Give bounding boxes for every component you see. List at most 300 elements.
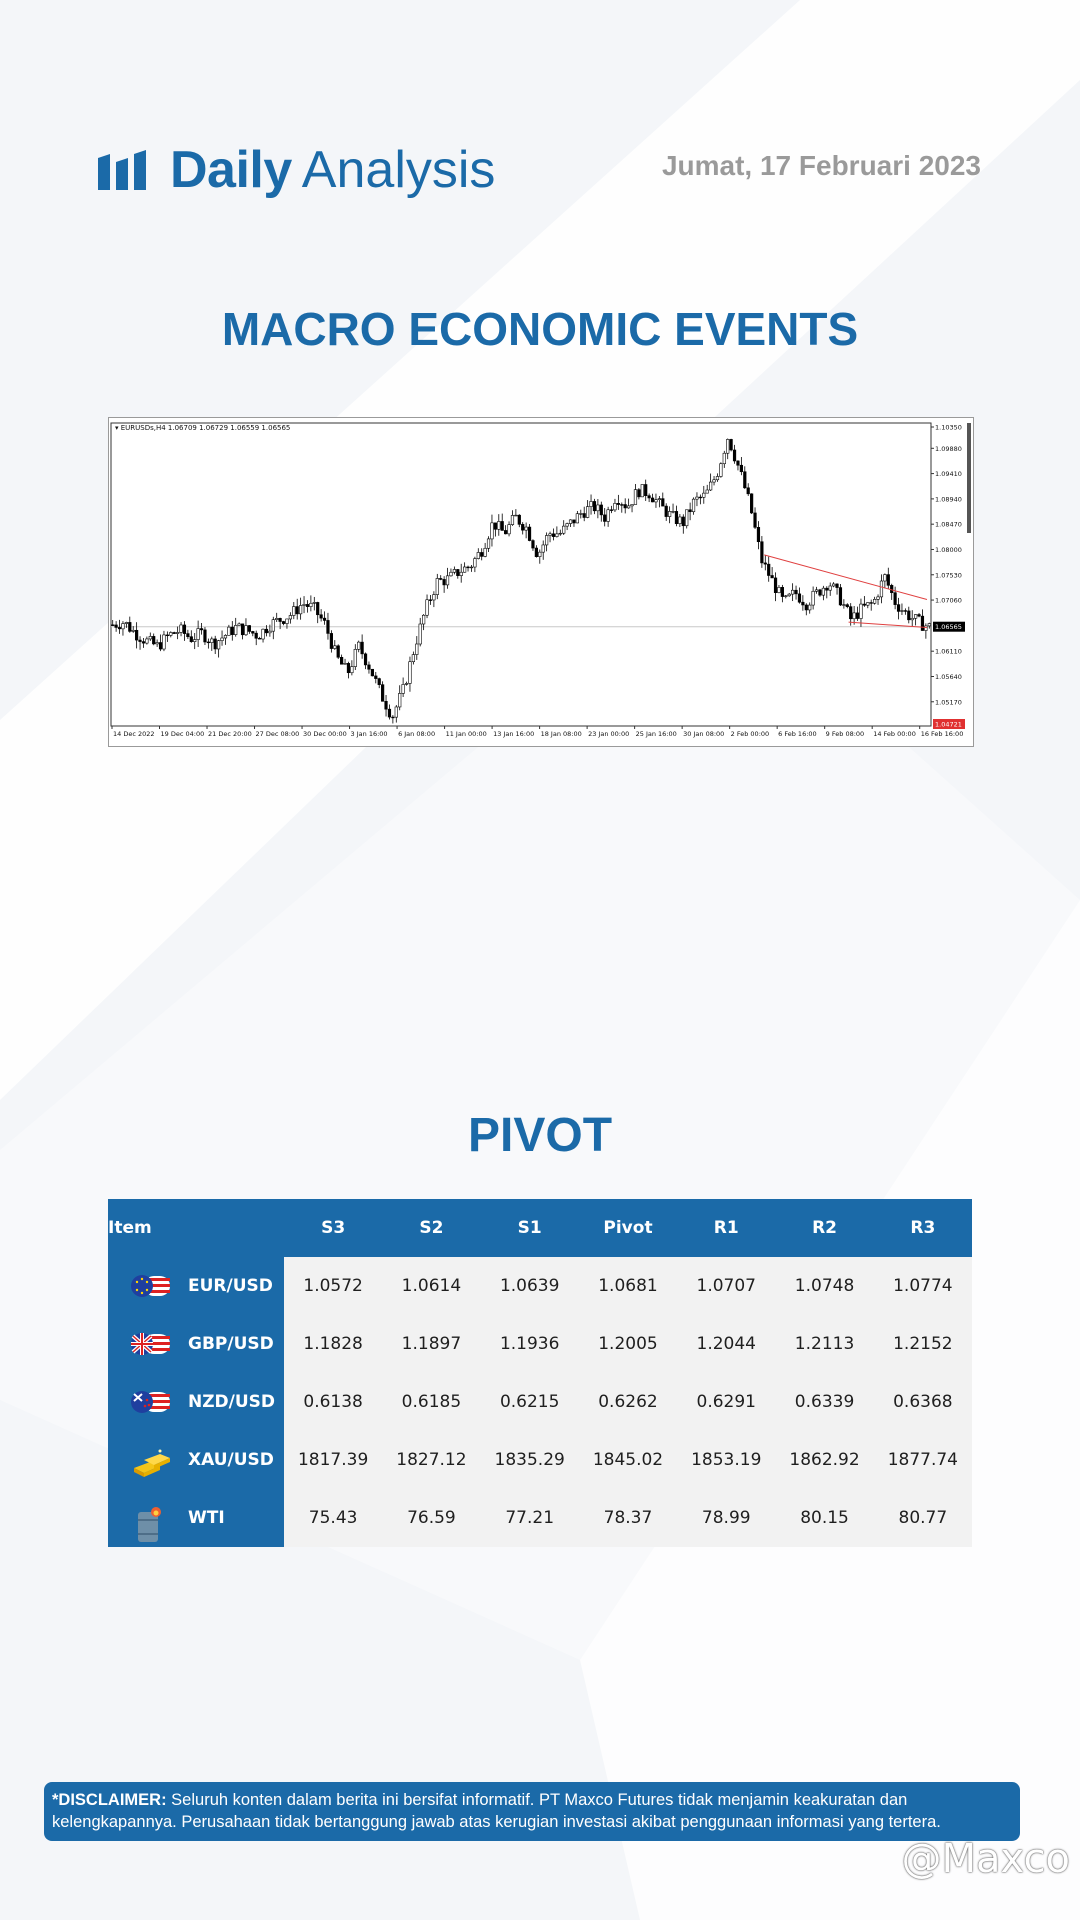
candle-body	[627, 506, 630, 508]
pivot-value-cell: 1845.02	[579, 1431, 677, 1489]
candle-body	[224, 635, 227, 638]
candle-body	[176, 632, 179, 633]
candle-body	[740, 465, 743, 472]
candle-body	[665, 506, 668, 516]
candle-body	[641, 484, 644, 496]
candle-body	[299, 605, 302, 613]
candle-body	[255, 633, 258, 638]
candle-body	[351, 667, 354, 673]
candle-body	[720, 464, 723, 477]
candle-body	[231, 627, 234, 635]
candle-body	[327, 620, 330, 633]
x-tick-label: 21 Dec 20:00	[208, 730, 252, 738]
candle-body	[484, 548, 487, 556]
candle-body	[542, 545, 545, 552]
pivot-item-cell	[108, 1315, 284, 1373]
candle-body	[306, 604, 309, 606]
pivot-row	[108, 1373, 972, 1431]
candle-body	[333, 646, 336, 649]
y-tick-label: 1.09410	[935, 470, 962, 479]
candle-body	[238, 624, 241, 626]
pivot-value-cell: 1.2152	[874, 1315, 972, 1373]
candle-body	[682, 517, 685, 526]
candle-body	[921, 616, 924, 630]
candle-body	[600, 505, 603, 515]
brand-bold: Daily	[170, 141, 292, 199]
candle-body	[668, 511, 671, 516]
candle-body	[463, 567, 466, 572]
x-tick-label: 6 Feb 16:00	[778, 730, 817, 738]
macro-section-title: MACRO ECONOMIC EVENTS	[221, 303, 859, 355]
x-tick-label: 19 Dec 04:00	[160, 730, 205, 738]
candle-body	[757, 527, 760, 541]
x-tick-label: 27 Dec 08:00	[255, 730, 300, 738]
candle-body	[357, 642, 360, 649]
candle-body	[426, 600, 429, 615]
candle-body	[221, 638, 224, 641]
pivot-value-cell: 1.0572	[284, 1257, 382, 1315]
candle-body	[805, 605, 808, 610]
pivot-item-cell	[108, 1257, 284, 1315]
candle-body	[532, 541, 535, 548]
pivot-value-cell: 1.0707	[677, 1257, 775, 1315]
candle-body	[614, 503, 617, 510]
pivot-row	[108, 1431, 972, 1489]
pivot-header-s1: S1	[481, 1199, 579, 1257]
candle-body	[901, 611, 904, 612]
candle-body	[385, 701, 388, 709]
pivot-table	[108, 1199, 972, 1547]
disclaimer-label: *DISCLAIMER:	[52, 1791, 167, 1809]
pivot-value-cell: 1.1828	[284, 1315, 382, 1373]
candle-body	[446, 576, 449, 585]
x-tick-label: 30 Jan 08:00	[683, 730, 725, 738]
x-tick-label: 11 Jan 00:00	[445, 730, 487, 738]
candle-body	[778, 587, 781, 592]
candle-body	[197, 629, 200, 640]
candle-body	[644, 484, 647, 495]
candle-body	[699, 497, 702, 498]
candle-body	[187, 634, 190, 637]
candle-body	[310, 603, 313, 606]
candle-body	[217, 641, 220, 649]
candle-body	[607, 510, 610, 522]
candle-body	[808, 605, 811, 610]
candle-body	[887, 575, 890, 586]
y-tick-label: 1.05640	[935, 672, 962, 681]
y-tick-label: 1.07530	[935, 571, 962, 580]
candle-body	[409, 662, 412, 684]
candle-body	[395, 707, 398, 717]
x-tick-label: 9 Feb 08:00	[825, 730, 865, 738]
candle-body	[508, 525, 511, 534]
pivot-value-cell: 1817.39	[284, 1431, 382, 1489]
candle-body	[784, 596, 787, 597]
pivot-item-cell	[108, 1373, 284, 1431]
candle-body	[190, 637, 193, 642]
candle-body	[788, 594, 791, 596]
y-tick-label: 1.09880	[935, 444, 962, 453]
candle-body	[470, 567, 473, 568]
x-tick-label: 30 Dec 00:00	[303, 730, 347, 738]
candle-body	[819, 590, 822, 595]
candle-body	[128, 622, 131, 631]
candle-body	[491, 523, 494, 539]
candle-body	[265, 629, 268, 633]
candle-body	[846, 605, 849, 607]
candle-body	[836, 584, 839, 588]
candle-body	[648, 496, 651, 498]
candle-body	[545, 536, 548, 545]
pivot-value-cell: 77.21	[481, 1489, 579, 1547]
candle-body	[631, 504, 634, 505]
candle-body	[347, 663, 350, 672]
candle-body	[907, 611, 910, 620]
candle-body	[289, 616, 292, 619]
chart-scrollbar	[967, 423, 971, 533]
pivot-value-cell: 1.0748	[775, 1257, 873, 1315]
candle-body	[518, 515, 521, 524]
disclaimer-text: Seluruh konten dalam berita ini bersifat informatif. PT Maxco Futures tidak menjamin keakuratan dan kelengkapannya. Perusahaan tidak bertanggung jawab atas kerugian investasi akibat penggunaan informasi yang tertera.	[52, 1791, 941, 1831]
candle-body	[521, 524, 524, 530]
candle-body	[251, 631, 254, 633]
candle-body	[467, 567, 470, 568]
candle-body	[163, 635, 166, 649]
candle-body	[723, 453, 726, 463]
candle-body	[761, 542, 764, 563]
candle-body	[843, 605, 846, 606]
instrument-label: ▾ EURUSDs,H4 1.06709 1.06729 1.06559 1.06565	[115, 424, 291, 432]
pivot-header-s3: S3	[284, 1199, 382, 1257]
pivot-value-cell: 1877.74	[874, 1431, 972, 1489]
pivot-value-cell: 0.6185	[382, 1373, 480, 1431]
candle-body	[111, 625, 114, 626]
candle-body	[180, 625, 183, 632]
candle-body	[535, 548, 538, 557]
candle-body	[894, 593, 897, 605]
pivot-value-cell: 0.6291	[677, 1373, 775, 1431]
candle-body	[316, 602, 319, 614]
pivot-value-cell: 78.37	[579, 1489, 677, 1547]
x-tick-label: 25 Jan 16:00	[635, 730, 677, 738]
candle-body	[214, 639, 217, 649]
candle-body	[689, 510, 692, 512]
candle-body	[791, 590, 794, 594]
candle-body	[798, 594, 801, 602]
candle-body	[624, 505, 627, 508]
candle-body	[412, 655, 415, 662]
candle-body	[590, 501, 593, 506]
pivot-header-pivot: Pivot	[579, 1199, 677, 1257]
candle-body	[675, 511, 678, 523]
candle-body	[802, 602, 805, 605]
candle-body	[200, 629, 203, 630]
candle-body	[371, 669, 374, 676]
candle-body	[812, 591, 815, 605]
candle-body	[460, 572, 463, 575]
x-tick-label: 2 Feb 00:00	[730, 730, 770, 738]
candle-body	[234, 625, 237, 634]
candle-body	[655, 500, 658, 502]
pivot-value-cell: 1827.12	[382, 1431, 480, 1489]
candle-body	[829, 586, 832, 590]
candle-body	[849, 607, 852, 619]
candle-body	[918, 615, 921, 617]
report-date: Jumat, 17 Februari 2023	[661, 150, 981, 181]
candle-body	[125, 622, 128, 623]
x-tick-label: 3 Jan 16:00	[350, 730, 388, 738]
pivot-item-label: NZD/USD	[188, 1392, 276, 1412]
candle-body	[709, 482, 712, 490]
candle-body	[593, 501, 596, 510]
candle-body	[279, 618, 282, 621]
candle-body	[511, 515, 514, 524]
gbp-usd-flag-icon	[130, 1330, 170, 1358]
candle-body	[576, 514, 579, 523]
candle-body	[569, 520, 572, 524]
candle-body	[774, 578, 777, 593]
pivot-item-label: WTI	[188, 1508, 225, 1528]
candle-body	[337, 646, 340, 658]
candle-body	[340, 657, 343, 664]
candle-body	[863, 604, 866, 605]
candle-body	[634, 490, 637, 505]
candle-body	[166, 635, 169, 636]
candle-body	[552, 534, 555, 537]
pivot-header-r3: R3	[874, 1199, 972, 1257]
y-tick-label: 1.04721	[935, 720, 962, 729]
candle-body	[737, 461, 740, 465]
candle-body	[501, 521, 504, 530]
candle-body	[439, 578, 442, 579]
candle-body	[275, 618, 278, 619]
pivot-value-cell: 1862.92	[775, 1431, 873, 1489]
x-tick-label: 23 Jan 00:00	[588, 730, 630, 738]
pivot-value-cell: 0.6368	[874, 1373, 972, 1431]
candle-body	[378, 679, 381, 685]
candle-body	[193, 640, 196, 642]
candle-body	[398, 693, 401, 707]
candle-body	[860, 604, 863, 618]
candle-body	[272, 620, 275, 631]
candle-body	[415, 644, 418, 655]
x-tick-label: 18 Jan 08:00	[540, 730, 582, 738]
candle-body	[538, 552, 541, 557]
candle-body	[258, 638, 261, 639]
candle-body	[562, 526, 565, 533]
candle-body	[832, 584, 835, 586]
candle-body	[374, 676, 377, 679]
pivot-section-title: PIVOT	[467, 1109, 613, 1162]
candle-body	[658, 499, 661, 500]
pivot-value-cell: 0.6339	[775, 1373, 873, 1431]
candle-body	[456, 569, 459, 575]
candle-body	[433, 595, 436, 600]
pivot-value-cell: 76.59	[382, 1489, 480, 1547]
candle-body	[877, 597, 880, 599]
candle-body	[603, 515, 606, 522]
candle-body	[730, 439, 733, 450]
x-tick-label: 6 Jan 08:00	[398, 730, 436, 738]
daily-analysis-logo	[98, 140, 495, 200]
candle-body	[638, 490, 641, 497]
pivot-value-cell: 1.0681	[579, 1257, 677, 1315]
pivot-value-cell: 1.0639	[481, 1257, 579, 1315]
candle-body	[402, 684, 405, 693]
candle-body	[795, 590, 798, 594]
y-tick-label: 1.06565	[935, 623, 962, 632]
pivot-item-label: XAU/USD	[188, 1450, 274, 1470]
pivot-item-cell	[108, 1431, 284, 1489]
pivot-row	[108, 1257, 972, 1315]
y-tick-label: 1.08000	[935, 545, 962, 554]
y-tick-label: 1.08940	[935, 495, 962, 504]
candle-body	[207, 642, 210, 643]
pivot-value-cell: 1.2005	[579, 1315, 677, 1373]
candle-body	[354, 649, 357, 666]
candle-body	[579, 514, 582, 515]
pivot-row	[108, 1315, 972, 1373]
pivot-value-cell: 1.1897	[382, 1315, 480, 1373]
candle-body	[781, 587, 784, 596]
candle-body	[320, 615, 323, 618]
y-tick-label: 1.05170	[935, 698, 962, 707]
candle-body	[743, 472, 746, 488]
x-tick-label: 13 Jan 16:00	[493, 730, 535, 738]
candle-body	[566, 524, 569, 527]
pivot-item-label: GBP/USD	[188, 1334, 274, 1354]
candle-body	[159, 643, 162, 650]
pivot-value-cell: 1835.29	[481, 1431, 579, 1489]
candle-body	[245, 626, 248, 635]
candle-body	[146, 639, 149, 643]
candle-body	[419, 624, 422, 644]
candle-body	[853, 613, 856, 619]
candle-body	[549, 534, 552, 536]
nzd-usd-flag-icon	[130, 1388, 170, 1416]
candle-body	[696, 497, 699, 499]
candle-body	[610, 510, 613, 511]
candle-body	[870, 603, 873, 604]
candle-body	[477, 552, 480, 558]
candle-body	[210, 639, 213, 643]
candle-body	[679, 517, 682, 524]
pivot-value-cell: 78.99	[677, 1489, 775, 1547]
candle-body	[344, 663, 347, 664]
pivot-item-label: EUR/USD	[188, 1276, 273, 1296]
candle-body	[873, 599, 876, 603]
x-tick-label: 14 Dec 2022	[113, 730, 155, 738]
watermark-text: @Maxco	[901, 1836, 1070, 1882]
candle-body	[241, 624, 244, 635]
candle-body	[228, 627, 231, 635]
candle-body	[135, 630, 138, 640]
pivot-item-cell	[108, 1489, 284, 1547]
pivot-row	[108, 1489, 972, 1547]
candle-body	[856, 613, 859, 619]
candle-body	[330, 633, 333, 648]
x-tick-label: 16 Feb 16:00	[920, 730, 964, 738]
candle-body	[747, 488, 750, 494]
bar-chart-icon	[98, 150, 150, 190]
candle-body	[313, 602, 316, 603]
candle-body	[925, 626, 928, 631]
candle-body	[132, 630, 135, 631]
candle-body	[183, 625, 186, 634]
pivot-value-cell: 0.6215	[481, 1373, 579, 1431]
pivot-value-cell: 1.0774	[874, 1257, 972, 1315]
candle-body	[692, 499, 695, 512]
candle-body	[303, 604, 306, 605]
pivot-value-cell: 80.15	[775, 1489, 873, 1547]
candle-body	[381, 685, 384, 702]
candle-body	[764, 563, 767, 564]
candle-body	[286, 619, 289, 624]
candle-body	[928, 624, 931, 626]
candle-body	[672, 511, 675, 512]
pivot-header-r2: R2	[775, 1199, 873, 1257]
candle-body	[713, 480, 716, 482]
candle-body	[169, 632, 172, 635]
candle-body	[453, 569, 456, 572]
pivot-header-s2: S2	[382, 1199, 480, 1257]
pivot-value-cell: 1.0614	[382, 1257, 480, 1315]
candle-body	[392, 717, 395, 718]
candle-body	[890, 585, 893, 592]
pivot-value-cell: 1853.19	[677, 1431, 775, 1489]
candle-body	[405, 683, 408, 684]
candle-body	[706, 490, 709, 493]
candle-body	[142, 642, 145, 644]
candle-body	[149, 636, 152, 639]
candle-body	[651, 498, 654, 502]
pivot-value-cell: 0.6138	[284, 1373, 382, 1431]
candle-body	[583, 514, 586, 518]
candle-body	[443, 579, 446, 584]
candle-body	[152, 636, 155, 644]
y-tick-label: 1.10350	[935, 423, 962, 432]
candle-body	[866, 603, 869, 606]
candle-body	[897, 605, 900, 612]
y-tick-label: 1.06110	[935, 647, 962, 656]
candle-body	[573, 520, 576, 523]
candle-body	[262, 629, 265, 639]
candle-body	[911, 618, 914, 620]
candle-body	[474, 559, 477, 567]
candle-body	[436, 578, 439, 594]
pivot-value-cell: 0.6262	[579, 1373, 677, 1431]
pivot-header-row	[108, 1199, 972, 1257]
candle-body	[368, 665, 371, 669]
candle-body	[839, 588, 842, 605]
candle-body	[733, 450, 736, 461]
brand-light: Analysis	[301, 141, 496, 199]
candle-body	[429, 600, 432, 601]
candle-body	[173, 632, 176, 633]
y-tick-label: 1.07060	[935, 596, 962, 605]
gold-bars-icon	[130, 1446, 170, 1474]
y-tick-label: 1.08470	[935, 520, 962, 529]
candle-body	[884, 575, 887, 581]
pivot-value-cell: 1.2113	[775, 1315, 873, 1373]
candle-body	[269, 631, 272, 633]
candle-body	[139, 640, 142, 642]
pivot-value-cell: 1.2044	[677, 1315, 775, 1373]
chart-canvas	[109, 418, 973, 746]
candle-body	[364, 654, 367, 665]
candle-body	[156, 643, 159, 644]
candle-body	[450, 572, 453, 576]
